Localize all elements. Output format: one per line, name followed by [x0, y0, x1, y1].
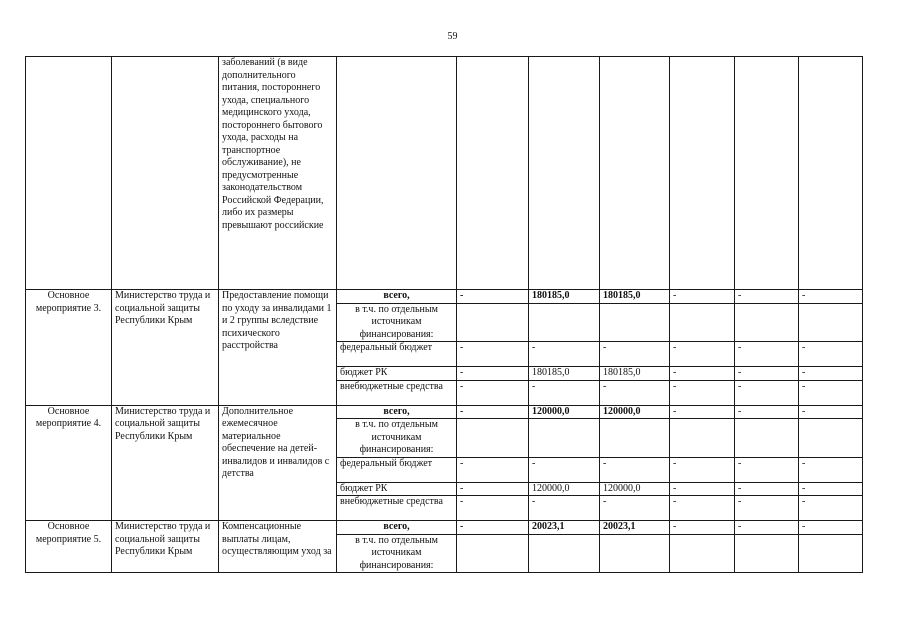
value-cell: -: [799, 457, 863, 482]
measure-name: Основное мероприятие 4.: [26, 405, 112, 521]
value-cell: -: [457, 496, 529, 521]
table-row-continuation: [26, 57, 863, 290]
value-cell: -: [799, 380, 863, 405]
budget-table: [25, 56, 863, 573]
source-label-breakdown: в т.ч. по отдельным источникам финансирования:: [337, 303, 457, 342]
value-cell: 180185,0: [529, 290, 600, 304]
value-cell: -: [457, 342, 529, 367]
measure-description: Дополнительное ежемесячное материальное обеспечение на детей-инвалидов и инвалидов с детства: [219, 405, 337, 521]
value-cell: 180185,0: [529, 367, 600, 381]
value-cell: -: [529, 380, 600, 405]
page-number: 59: [447, 31, 458, 42]
value-cell: 20023,1: [529, 521, 600, 535]
value-cell: -: [600, 496, 670, 521]
measure-executor: Министерство труда и социальной защиты Республики Крым: [112, 521, 219, 573]
value-cell: -: [600, 342, 670, 367]
source-label-breakdown: в т.ч. по отдельным источникам финансирования:: [337, 419, 457, 458]
value-cell: -: [670, 405, 735, 419]
source-label-rk: бюджет РК: [337, 482, 457, 496]
source-label-breakdown: в т.ч. по отдельным источникам финансирования:: [337, 534, 457, 573]
value-cell: -: [735, 457, 799, 482]
value-cell: -: [600, 457, 670, 482]
value-cell: 120000,0: [600, 482, 670, 496]
measure-description: Предоставление помощи по уходу за инвалидами 1 и 2 группы вследствие психического расстройства: [219, 290, 337, 406]
value-cell: -: [735, 405, 799, 419]
table-row: [26, 290, 863, 304]
table-row: [26, 521, 863, 535]
value-cell: 180185,0: [600, 367, 670, 381]
source-label-total: всего,: [337, 290, 457, 304]
value-cell: -: [457, 367, 529, 381]
source-label-total: всего,: [337, 521, 457, 535]
measure-description: заболеваний (в виде дополнительного питания, постороннего ухода, специального медицинского ухода, постороннего бытового ухода, расходы на транспортное обслуживание), не предусмотренные законодательством Российской Федерации, либо их размеры превышают российские: [219, 57, 337, 290]
value-cell: -: [735, 342, 799, 367]
value-cell: -: [529, 496, 600, 521]
source-label-rk: бюджет РК: [337, 367, 457, 381]
value-cell: 120000,0: [529, 405, 600, 419]
value-cell: -: [670, 290, 735, 304]
value-cell: -: [735, 367, 799, 381]
value-cell: -: [799, 367, 863, 381]
value-cell: -: [735, 290, 799, 304]
value-cell: -: [529, 342, 600, 367]
value-cell: -: [457, 380, 529, 405]
value-cell: -: [457, 405, 529, 419]
value-cell: -: [799, 496, 863, 521]
source-label-extrabudget: внебюджетные средства: [337, 380, 457, 405]
value-cell: 180185,0: [600, 290, 670, 304]
value-cell: 20023,1: [600, 521, 670, 535]
source-label-federal: федеральный бюджет: [337, 342, 457, 367]
value-cell: -: [457, 521, 529, 535]
measure-description: Компенсационные выплаты лицам, осуществляющим уход за: [219, 521, 337, 573]
value-cell: -: [799, 521, 863, 535]
measure-executor: Министерство труда и социальной защиты Республики Крым: [112, 290, 219, 406]
value-cell: -: [735, 521, 799, 535]
value-cell: -: [670, 496, 735, 521]
source-label-extrabudget: внебюджетные средства: [337, 496, 457, 521]
value-cell: 120000,0: [529, 482, 600, 496]
value-cell: -: [735, 380, 799, 405]
value-cell: 120000,0: [600, 405, 670, 419]
value-cell: -: [457, 457, 529, 482]
source-label-federal: федеральный бюджет: [337, 457, 457, 482]
value-cell: -: [529, 457, 600, 482]
value-cell: -: [799, 342, 863, 367]
table-row: [26, 405, 863, 419]
value-cell: -: [735, 482, 799, 496]
value-cell: -: [670, 380, 735, 405]
value-cell: -: [799, 482, 863, 496]
value-cell: -: [670, 457, 735, 482]
value-cell: -: [670, 342, 735, 367]
value-cell: -: [670, 367, 735, 381]
value-cell: -: [670, 521, 735, 535]
measure-executor: Министерство труда и социальной защиты Республики Крым: [112, 405, 219, 521]
measure-name: Основное мероприятие 5.: [26, 521, 112, 573]
measure-name: Основное мероприятие 3.: [26, 290, 112, 406]
value-cell: -: [799, 405, 863, 419]
value-cell: -: [457, 482, 529, 496]
value-cell: -: [670, 482, 735, 496]
value-cell: -: [457, 290, 529, 304]
value-cell: -: [600, 380, 670, 405]
value-cell: -: [799, 290, 863, 304]
source-label-total: всего,: [337, 405, 457, 419]
value-cell: -: [735, 496, 799, 521]
